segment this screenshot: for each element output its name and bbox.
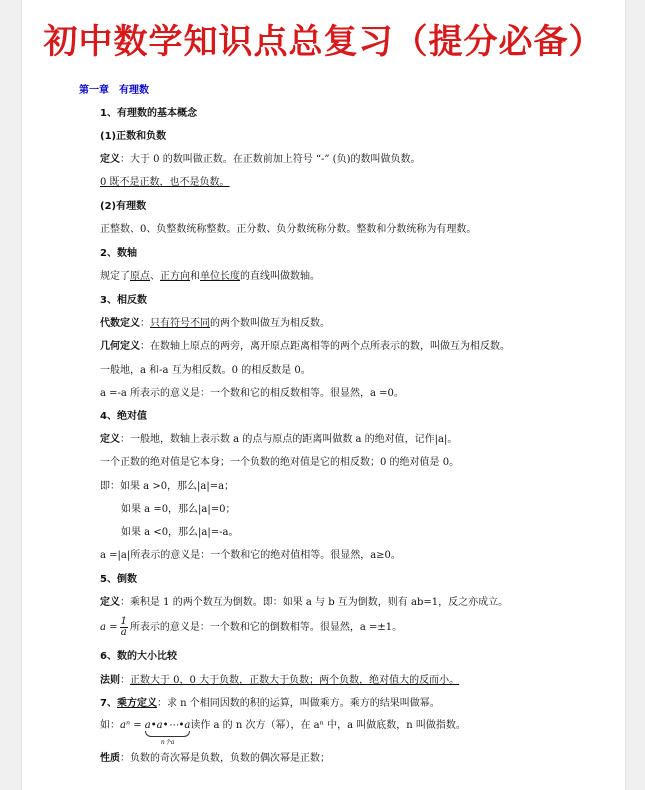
- underlined-direction: 正方向: [160, 271, 190, 282]
- underlined-rule: 正数大于 0，0 大于负数，正数大于负数；两个负数，绝对值大的反而小。: [130, 675, 460, 686]
- section-4-heading: 4、绝对值: [100, 411, 147, 422]
- formula-rhs: a•a•⋯•a: [144, 720, 191, 731]
- text-fragment: ：一般地，数轴上表示数 a 的点与原点的距离叫做数 a 的绝对值，记作|a|。: [120, 434, 458, 445]
- rule-label: 法则: [100, 675, 120, 686]
- definition-label: 乘方定义: [116, 698, 157, 709]
- formula-lhs: aⁿ =: [120, 720, 145, 731]
- section-6-heading: 6、数的大小比较: [100, 651, 177, 662]
- section-1-heading: 1、有理数的基本概念: [100, 108, 197, 119]
- text-fragment: ：: [140, 318, 150, 329]
- text-fragment: 的直线叫做数轴。: [240, 271, 320, 282]
- definition-label: 定义: [100, 434, 120, 445]
- text-fragment: ：在数轴上原点的两旁，离开原点距离相等的两个点所表示的数，叫做互为相反数。: [140, 341, 510, 352]
- brace-label: n个a: [160, 739, 175, 746]
- definition-label: 代数定义: [100, 318, 140, 329]
- chapter-number: 第一章: [79, 85, 109, 96]
- text-fragment: ：负数的奇次幂是负数，负数的偶次幂是正数；: [120, 753, 330, 764]
- chapter-name: 有理数: [119, 85, 149, 96]
- underlined-unit-length: 单位长度: [200, 271, 240, 282]
- text-fragment: 所表示的意义是：一个数和它的倒数相等。很显然，a =±1。: [129, 622, 403, 633]
- definition-label: 几何定义: [100, 341, 140, 352]
- algebraic-definition: [100, 317, 330, 331]
- section-3-heading: 3、相反数: [100, 295, 147, 306]
- reciprocal-definition: [100, 596, 508, 610]
- text-fragment: ：: [120, 675, 130, 686]
- document-page: [21, 0, 626, 790]
- fraction-numerator: 1: [120, 616, 127, 627]
- definition-label: 定义: [100, 154, 120, 165]
- text-fragment: 和: [190, 271, 200, 282]
- fraction-one-over-a: [120, 617, 128, 638]
- reciprocal-meaning: [100, 616, 402, 640]
- section-5-heading: 5、倒数: [100, 574, 137, 585]
- subsection-rational: (2)有理数: [100, 201, 147, 212]
- document-title: 初中数学知识点总复习（提分必备）: [43, 22, 604, 62]
- text-fragment: 读作 a 的 n 次方（幂），在 aⁿ 中，a 叫做底数，n 叫做指数。: [190, 720, 466, 731]
- underlined-origin: 原点: [130, 271, 150, 282]
- text-fragment: 、: [150, 271, 160, 282]
- product-with-brace: [144, 719, 191, 746]
- opposite-general: 一般地，a 和-a 互为相反数。0 的相反数是 0。: [100, 365, 311, 376]
- text-fragment: 规定了: [100, 271, 130, 282]
- formula-lhs: a =: [100, 622, 118, 633]
- section-2-heading: 2、数轴: [100, 248, 137, 259]
- zero-note: 0 既不是正数，也不是负数。: [100, 177, 230, 188]
- comparison-rule: [100, 674, 459, 688]
- geometric-definition: [100, 340, 510, 354]
- power-property: [100, 752, 330, 766]
- absolute-case-zero: 如果 a =0，那么|a|=0；: [121, 504, 236, 515]
- property-label: 性质: [100, 753, 120, 764]
- text-fragment: 的两个数叫做互为相反数。: [210, 318, 330, 329]
- definition-label: 定义: [100, 597, 120, 608]
- absolute-case-positive: 即：如果 a >0，那么|a|=a；: [100, 481, 235, 492]
- section-7-heading: [100, 697, 440, 711]
- opposite-meaning: a =-a 所表示的意义是：一个数和它的相反数相等。很显然，a =0。: [100, 388, 404, 399]
- text-fragment: ：乘积是 1 的两个数互为倒数。即：如果 a 与 b 互为倒数，则有 ab=1，反之亦成立。: [120, 597, 509, 608]
- chapter-heading: [79, 84, 159, 98]
- power-example: [100, 719, 466, 746]
- rational-definition: 正整数、0、负整数统称整数。正分数、负分数统称分数。整数和分数统称为有理数。: [100, 224, 477, 235]
- underlined-phrase: 只有符号不同: [150, 318, 210, 329]
- absolute-case-negative: 如果 a <0，那么|a|=-a。: [121, 527, 239, 538]
- text-fragment: ：求 n 个相同因数的积的运算，叫做乘方。乘方的结果叫做幂。: [156, 698, 440, 709]
- number-line-definition: [100, 270, 320, 284]
- absolute-value-definition: [100, 433, 457, 447]
- definition-positive-negative: [100, 153, 420, 167]
- absolute-meaning: a =|a|所表示的意义是：一个数和它的绝对值相等。很显然，a≥0。: [100, 550, 401, 561]
- absolute-value-rule: 一个正数的绝对值是它本身；一个负数的绝对值是它的相反数；0 的绝对值是 0。: [100, 457, 460, 468]
- definition-text: ：大于 0 的数叫做正数。在正数前加上符号 “-” (负)的数叫做负数。: [120, 154, 421, 165]
- text-fragment: 如：: [100, 720, 120, 731]
- subsection-positive-negative: (1)正数和负数: [100, 131, 167, 142]
- section-number: 7、: [100, 698, 117, 709]
- fraction-denominator: a: [120, 627, 127, 638]
